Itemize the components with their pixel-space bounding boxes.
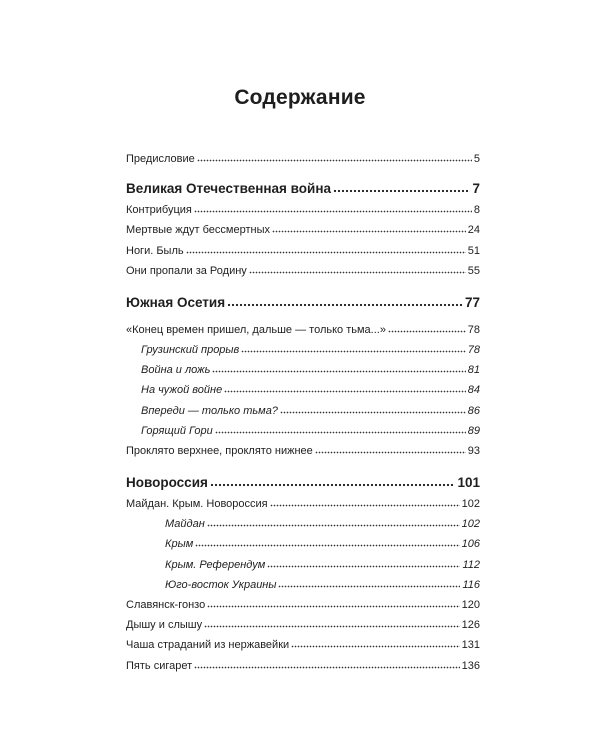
dot-leader	[249, 270, 466, 274]
toc-entry	[126, 264, 480, 278]
toc-page-number: 93	[467, 444, 480, 457]
toc-subentry	[126, 537, 480, 551]
dot-leader	[197, 158, 472, 162]
toc-section	[126, 294, 480, 311]
toc-page-number: 102	[461, 518, 480, 531]
toc-subentry	[126, 404, 480, 418]
toc-entry-title: Славянск-гонзо	[126, 599, 206, 611]
toc-page-number: 81	[467, 364, 480, 377]
toc-page-number: 89	[467, 424, 480, 437]
toc-subentry	[126, 517, 480, 531]
toc-entry-title: «Конец времен пришел, дальше — только тьма...»	[126, 323, 386, 336]
toc-page-number: 55	[467, 264, 480, 277]
toc-subentry	[126, 424, 480, 438]
toc-entry-title: Предисловие	[126, 153, 195, 165]
dot-leader	[267, 564, 460, 568]
dot-leader	[280, 410, 466, 414]
dot-leader	[210, 482, 456, 487]
toc-entry-title: Они пропали за Родину	[126, 264, 247, 277]
toc-page-number: 84	[467, 384, 480, 397]
table-of-contents	[126, 152, 480, 679]
toc-entry	[126, 618, 480, 632]
toc-subentry-title: На чужой войне	[141, 384, 223, 397]
dot-leader	[212, 369, 465, 373]
toc-section	[126, 180, 480, 197]
dot-leader	[241, 349, 465, 353]
toc-page-number: 131	[461, 639, 480, 652]
toc-subentry	[126, 343, 480, 357]
toc-page-number: 120	[461, 599, 480, 611]
dot-leader	[194, 665, 460, 669]
dot-leader	[207, 523, 460, 527]
toc-page-number: 77	[464, 294, 480, 310]
toc-page-number: 78	[467, 343, 480, 356]
toc-subentry	[126, 363, 480, 377]
toc-page-number: 7	[472, 181, 480, 196]
dot-leader	[333, 188, 470, 193]
dot-leader	[291, 644, 459, 648]
toc-section-title: Новороссия	[126, 474, 208, 490]
toc-entry	[126, 598, 480, 612]
toc-entry-title: Проклято верхнее, проклято нижнее	[126, 444, 313, 457]
toc-entry-title: Ноги. Быль	[126, 244, 184, 257]
toc-subentry-title: Майдан	[165, 518, 205, 531]
dot-leader	[207, 604, 459, 608]
toc-entry	[126, 659, 480, 673]
toc-subentry	[126, 383, 480, 397]
toc-section-title: Южная Осетия	[126, 294, 226, 310]
dot-leader	[215, 430, 466, 434]
dot-leader	[194, 209, 472, 213]
toc-page-number: 24	[467, 224, 480, 237]
dot-leader	[270, 503, 460, 507]
toc-subentry	[126, 578, 480, 592]
toc-page-number: 112	[462, 558, 480, 571]
toc-subentry	[126, 558, 480, 572]
toc-entry	[126, 444, 480, 458]
toc-page-number: 51	[467, 244, 480, 257]
toc-entry	[126, 497, 480, 511]
toc-entry	[126, 323, 480, 337]
toc-entry	[126, 203, 480, 217]
toc-page-number: 5	[473, 153, 480, 165]
dot-leader	[204, 624, 460, 628]
toc-page-number: 102	[461, 498, 480, 511]
toc-subentry-title: Юго-восток Украины	[165, 578, 277, 591]
toc-entry	[126, 223, 480, 237]
dot-leader	[272, 229, 466, 233]
toc-page-number: 8	[473, 204, 480, 217]
toc-section	[126, 474, 480, 491]
toc-entry	[126, 152, 480, 166]
toc-page-number: 86	[467, 404, 480, 417]
toc-entry-title: Пять сигарет	[126, 659, 193, 672]
toc-entry-title: Майдан. Крым. Новороссия	[126, 498, 268, 511]
dot-leader	[195, 543, 459, 547]
dot-leader	[224, 389, 466, 393]
toc-entry	[126, 638, 480, 652]
page-title: Содержание	[234, 86, 366, 109]
toc-subentry-title: Грузинский прорыв	[141, 343, 240, 356]
toc-subentry-title: Война и ложь	[141, 364, 211, 377]
toc-entry-title: Контрибуция	[126, 204, 192, 217]
dot-leader	[227, 302, 463, 307]
toc-entry-title: Дышу и слышу	[126, 619, 203, 632]
toc-entry-title: Мертвые ждут бессмертных	[126, 224, 270, 237]
toc-page-number: 136	[461, 659, 480, 672]
toc-subentry-title: Крым	[165, 538, 194, 551]
toc-entry	[126, 244, 480, 258]
toc-entry-title: Чаша страданий из нержавейки	[126, 639, 290, 652]
toc-page-number: 78	[467, 323, 480, 336]
toc-page-number: 116	[462, 578, 480, 591]
toc-subentry-title: Крым. Референдум	[165, 558, 266, 571]
toc-subentry-title: Горящий Гори	[141, 424, 213, 437]
toc-subentry-title: Впереди — только тьма?	[141, 404, 278, 417]
dot-leader	[186, 250, 466, 254]
toc-section-title: Великая Отечественная война	[126, 181, 331, 196]
dot-leader	[388, 329, 466, 333]
toc-page-number: 126	[461, 619, 480, 632]
dot-leader	[315, 450, 466, 454]
dot-leader	[278, 584, 460, 588]
toc-page-number: 106	[461, 538, 480, 551]
toc-page-number: 101	[457, 474, 480, 490]
